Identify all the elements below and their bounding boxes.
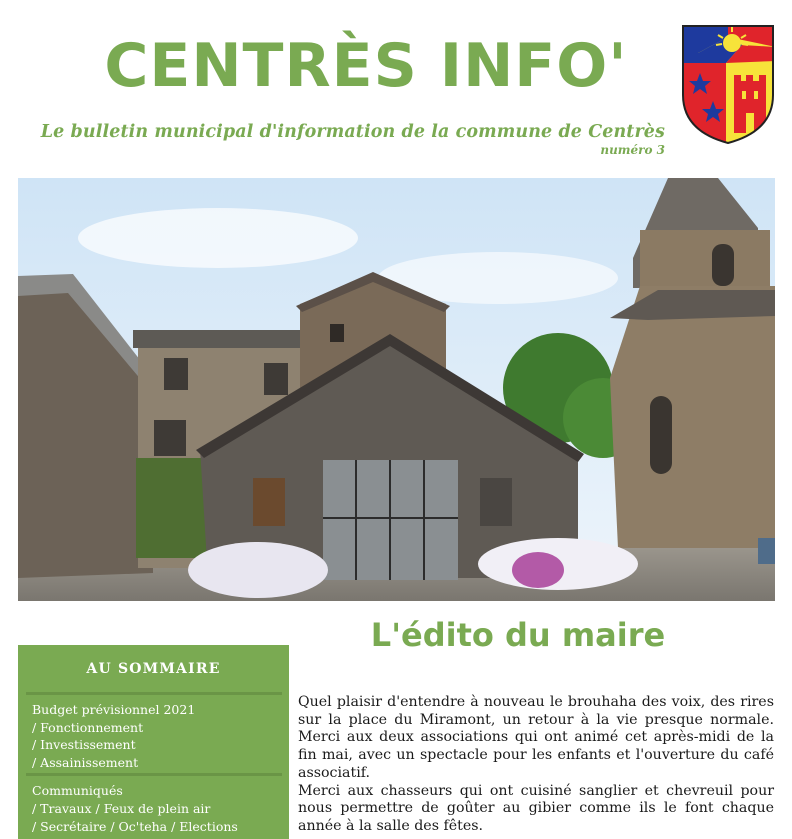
summary-item: / Fonctionnement: [32, 720, 144, 735]
newsletter-subtitle: Le bulletin municipal d'information de la commune de Centrès: [40, 122, 665, 142]
summary-item: / Travaux / Feux de plein air: [32, 801, 211, 816]
summary-item: / Assainissement: [32, 755, 139, 770]
municipal-crest: [680, 23, 776, 145]
newsletter-title: CENTRÈS INFO': [104, 31, 628, 101]
edito-paragraph: Merci aux chasseurs qui ont cuisiné sanglier et chevreuil pour nous permettre de goûter au gibier comme ils le font chaque année à la salle des fêtes.: [298, 782, 774, 834]
summary-section-title: Communiqués: [32, 783, 123, 798]
edito-paragraph: Quel plaisir d'entendre à nouveau le brouhaha des voix, des rires sur la place du Miramont, un retour à la vie presque normale. Merci aux deux associations qui ont animé cet après-midi de la fin mai, avec un spectacle pour les enfants et l'ouverture du café associatif.: [298, 694, 774, 781]
summary-divider: [26, 773, 282, 776]
summary-divider: [26, 692, 282, 695]
edito-title: L'édito du maire: [370, 616, 666, 654]
summary-item: / Investissement: [32, 737, 136, 752]
summary-panel: [18, 645, 289, 839]
summary-heading: AU SOMMAIRE: [86, 661, 221, 677]
summary-section-title: Budget prévisionnel 2021: [32, 702, 196, 717]
summary-item: / Secrétaire / Oc'teha / Elections: [32, 819, 238, 834]
village-buildings-photo: [18, 178, 775, 601]
issue-number: numéro 3: [600, 143, 665, 157]
edito-body: [298, 694, 774, 836]
